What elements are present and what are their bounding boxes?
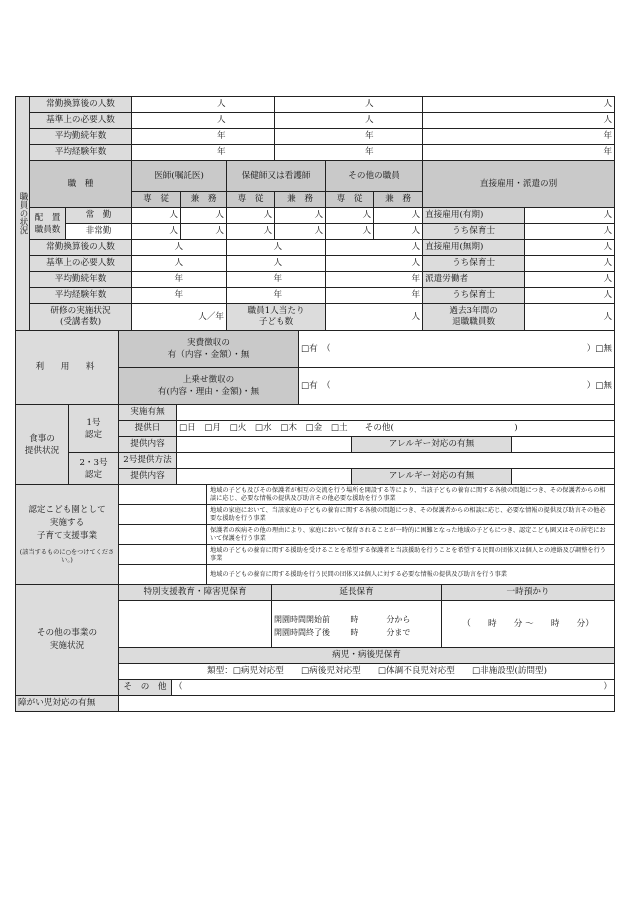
top-value[interactable]: 人 — [423, 113, 615, 129]
summary-row: 平均勤続年数 年 年 年 派遣労働者 人 — [16, 272, 615, 288]
col-doctor: 医師(嘱託医) — [132, 161, 227, 192]
actual-fee-field[interactable]: □有 （ ）□無 — [299, 331, 615, 368]
top-row: 平均勤続年数 年 年 年 — [16, 129, 615, 145]
top-value[interactable]: 年 — [423, 145, 615, 161]
temporary-hours[interactable]: （ 時 分 ～ 時 分） — [442, 601, 615, 648]
top-value[interactable]: 年 — [132, 129, 275, 145]
top-value[interactable]: 人 — [132, 113, 275, 129]
disability-table — [15, 695, 615, 712]
support-mark[interactable] — [119, 485, 207, 505]
training-row: 研修の実施状況 (受講者数) 人／年 職員1人当たり 子ども数 人 過去3年間の 退職職員数 人 — [16, 304, 615, 331]
top-value[interactable]: 人 — [275, 97, 423, 113]
summary-row: 平均経験年数 年 年 年 うち保育士 人 — [16, 288, 615, 304]
summary-row: 常勤換算後の人数 人 人 人 直接雇用(無期) 人 — [16, 240, 615, 256]
support-table: 認定こども園として 実施する 子育て支援事業 (該当するものに○をつけてください。) 地域の子ども及びその保護者が相互の交流を行う場所を開設する等により、当該子どもの養育に関する各般の問題につき、その保護者からの相談に応じ、必要な情報の提供及び助言その他必要な援助を行う事業 地域の家庭において、当該家庭の子どもの養育に関する各般の問題につき、その保護者からの相談に応じ、必要な情報の提供及び助言その他必要な援助を行う事業 保護者の疾病その他の理由により、家庭において保育されることが一時的に困難となった地域の子どもにつき、認定こども園又はその居宅において保護を行う事業 地域の子どもの養育に関する援助を受けることを希望する保護者と当該援助を行うことを希望する民間の団体又は個人との連絡及び調整を行う事業 地域の子どもの養育に関する援助を行う民間の団体又は個人に対する必要な情報の提供及び助言を行う事業 — [15, 484, 615, 585]
top-value[interactable]: 年 — [275, 145, 423, 161]
other-field[interactable]: （ ） — [172, 680, 615, 696]
placement-row: 配 置 職員数 常 勤 人 人 人 人 人 人 直接雇用(有期) 人 — [16, 208, 615, 224]
col-direct: 直接雇用・派遣の別 — [423, 161, 615, 208]
top-row: 職員の状況 常勤換算後の人数 人 人 人 — [16, 97, 615, 113]
top-value[interactable]: 年 — [132, 145, 275, 161]
facility-status-form — [15, 96, 614, 712]
support-mark[interactable] — [119, 545, 207, 565]
placement-label: 配 置 職員数 — [30, 208, 66, 240]
col-other: その他の職員 — [326, 161, 423, 192]
extended-hours[interactable]: 開園時間開始前 時 分から 開園時間終了後 時 分まで — [272, 601, 442, 648]
top-row: 基準上の必要人数 人 人 人 — [16, 113, 615, 129]
staff-side-label: 職員の状況 — [16, 97, 30, 331]
staff-subheader: 専 従 兼 務 専 従 兼 務 専 従 兼 務 — [16, 192, 615, 208]
support-mark[interactable] — [119, 565, 207, 585]
fees-table: 利 用 料 実費徴収の 有（内容・金額）・無 □有 （ ）□無 上乗せ徴収の 有(内容・理由・金額)・無 □有 （ ）□無 — [15, 330, 615, 405]
staff-header — [16, 161, 615, 192]
top-value[interactable]: 人 — [423, 97, 615, 113]
top-value[interactable]: 年 — [423, 129, 615, 145]
top-value[interactable]: 人 — [275, 113, 423, 129]
support-mark[interactable] — [119, 525, 207, 545]
placement-row: 非常勤 人 人 人 人 人 人 うち保育士 人 — [16, 224, 615, 240]
disability-label: 障がい児対応の有無 — [16, 696, 119, 712]
disability-field[interactable] — [119, 696, 615, 712]
support-label: 認定こども園として 実施する 子育て支援事業 — [28, 505, 106, 541]
top-value[interactable]: 年 — [275, 129, 423, 145]
sick-care-types[interactable]: 類型：□病児対応型 □病後児対応型 □体調不良児対応型 □非施設型(訪問型) — [119, 664, 615, 680]
extra-fee-field[interactable]: □有 （ ）□無 — [299, 368, 615, 405]
top-row: 平均経験年数 年 年 年 — [16, 145, 615, 161]
other-label: その他の事業の 実施状況 — [16, 585, 119, 696]
top-value[interactable]: 人 — [132, 97, 275, 113]
staff-table — [15, 96, 615, 331]
meals-table: 食事の 提供状況 1号 認定 実施有無 提供日 □日 □月 □火 □水 □木 □金 □土 その他( ) 提供内容 アレルギー対応の有無 2・3号 認定 2号提供方法 提供内容 アレルギー対応の有無 — [15, 404, 615, 485]
col-nurse: 保健師又は看護師 — [227, 161, 326, 192]
meal-days-checkboxes[interactable]: □日 □月 □火 □水 □木 □金 □土 その他( ) — [177, 421, 615, 437]
kind-header: 職 種 — [30, 161, 132, 208]
support-mark[interactable] — [119, 505, 207, 525]
summary-row: 基準上の必要人数 人 人 人 うち保育士 人 — [16, 256, 615, 272]
fees-label: 利 用 料 — [16, 331, 119, 405]
support-note: (該当するものに○をつけてください。) — [19, 549, 115, 564]
other-table: その他の事業の 実施状況 特別支援教育・障害児保育 延長保育 一時預かり 開園時間開始前 時 分から 開園時間終了後 時 分まで （ 時 分 ～ 時 分） 病児・病後児保育 類型：□病児対応型 □病後児対応型 □体調不良児対応型 □非施設型(訪問型) そ の 他 （ ） — [15, 584, 615, 696]
meals-label: 食事の 提供状況 — [16, 405, 69, 485]
